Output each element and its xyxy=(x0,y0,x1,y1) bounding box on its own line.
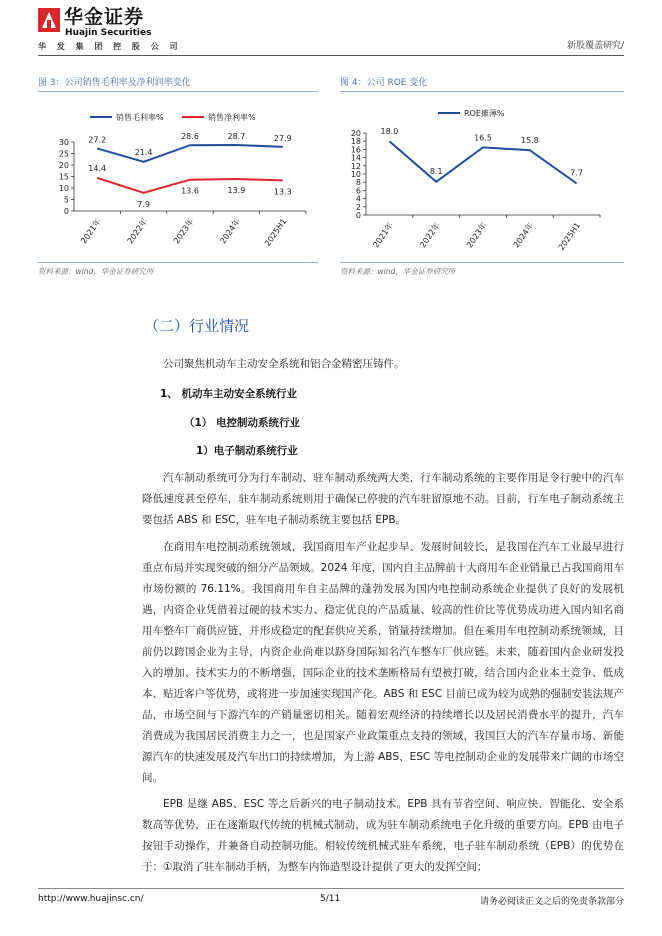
x-tick-label: 2022年 xyxy=(418,220,442,250)
x-tick-label: 2021年 xyxy=(371,220,396,250)
data-label: 28.7 xyxy=(227,131,246,141)
page-number: 5/11 xyxy=(320,894,341,904)
data-label: 14.4 xyxy=(88,163,107,173)
y-tick-label: 6 xyxy=(355,186,361,196)
heading-level1: 1、 机动车主动安全系统行业 xyxy=(160,388,297,400)
figure4-bottom-rule xyxy=(340,262,624,263)
y-tick-label: 12 xyxy=(350,161,361,171)
y-tick-label: 4 xyxy=(355,194,361,204)
y-tick-label: 0 xyxy=(63,207,69,216)
y-tick-label: 18 xyxy=(350,137,361,147)
y-tick-label: 20 xyxy=(350,129,361,138)
intro-paragraph: 公司聚焦机动车主动安全系统和铝合金精密压铸件。 xyxy=(163,358,405,370)
series-line xyxy=(97,145,283,162)
data-label: 13.6 xyxy=(181,186,199,196)
figure4-source: 资料来源：wind，华金证券研究所 xyxy=(340,267,456,276)
header-divider xyxy=(38,55,624,56)
heading-level3: 1）电子制动系统行业 xyxy=(196,445,298,457)
y-tick-label: 20 xyxy=(58,161,69,170)
chart-roe xyxy=(340,96,624,261)
figure4-top-rule xyxy=(340,91,624,92)
y-tick-label: 30 xyxy=(58,138,69,147)
company-tagline: 华 发 集 团 控 股 公 司 xyxy=(38,42,182,51)
footer-divider xyxy=(38,888,624,889)
x-tick-label: 2023年 xyxy=(464,220,489,250)
data-label: 13.3 xyxy=(273,187,292,197)
data-label: 21.4 xyxy=(134,147,153,157)
x-tick-label: 2025H1 xyxy=(556,220,583,252)
data-label: 27.2 xyxy=(88,135,107,145)
logo-chinese-name: 华金证券 xyxy=(64,6,145,28)
y-tick-label: 10 xyxy=(350,170,361,179)
y-tick-label: 5 xyxy=(63,195,69,205)
data-label: 18.0 xyxy=(380,127,399,137)
data-label: 13.9 xyxy=(227,186,246,196)
paragraph-1: 汽车制动系统可分为行车制动、驻车制动系统两大类，行车制动系统的主要作用是令行驶中的汽车降低速度甚至停车，驻车制动系统则用于确保已停驶的汽车驻留原地不动。目前，行车电子制动系统主要包括 ABS 和 ESC，驻车电子制动系统主要包括 EPB。 xyxy=(142,472,624,526)
x-tick-label: 2021年 xyxy=(79,216,103,246)
y-tick-label: 8 xyxy=(355,178,361,188)
y-tick-label: 16 xyxy=(350,145,361,155)
x-tick-label: 2024年 xyxy=(218,216,243,246)
y-tick-label: 15 xyxy=(58,172,69,182)
footer-url-link[interactable]: http://www.huajinsc.cn/ xyxy=(38,894,144,904)
legend-label: ROE摊薄% xyxy=(464,109,505,118)
figure3-bottom-rule xyxy=(38,262,318,263)
x-tick-label: 2023年 xyxy=(171,216,196,246)
legend-label: 销售毛利率% xyxy=(116,113,164,122)
paragraph-3: EPB 是继 ABS、ESC 等之后新兴的电子制动技术。EPB 具有节省空间、响应快、智能化、安全系数高等优势，正在逐渐取代传统的机械式制动，成为驻车制动系统电子化升级的重要方向。EPB 由电子按钮手动操作，并兼备自动控制功能。相较传统机械式驻车系统，电子驻车制动系统（EPB）的优势在于：①取消了驻车制动手柄，为整车内饰造型设计提供了更大的发挥空间； xyxy=(142,798,624,873)
figure4-title: 图 4：公司 ROE 变化 xyxy=(340,78,428,88)
y-tick-label: 10 xyxy=(58,184,69,193)
data-label: 7.9 xyxy=(137,199,150,209)
data-label: 28.6 xyxy=(181,132,199,142)
huajin-logo-icon xyxy=(38,8,60,32)
x-tick-label: 2024年 xyxy=(511,220,536,250)
series-line xyxy=(389,141,576,183)
x-tick-label: 2025H1 xyxy=(263,216,289,248)
data-label: 27.9 xyxy=(273,133,292,143)
heading-level2: （1） 电控制动系统行业 xyxy=(184,417,300,429)
figure3-title: 图 3：公司销售毛利率及净利润率变化 xyxy=(38,78,191,88)
x-tick-label: 2022年 xyxy=(125,216,150,246)
legend-label: 销售净利率% xyxy=(208,113,256,122)
data-label: 15.8 xyxy=(520,136,539,146)
figure3-source: 资料来源：wind，华金证券研究所 xyxy=(38,267,154,276)
figure3-top-rule xyxy=(38,91,318,92)
y-tick-label: 0 xyxy=(355,211,361,220)
paragraph-2: 在商用车电控制动系统领域，我国商用车产业起步早、发展时间较长，是我国在汽车工业最早进行重点布局并实现突破的细分产品领域。2024 年度，国内自主品牌前十大商用车企业销量已占我国商用车市场份额的 76.11%。我国商用车自主品牌的蓬勃发展为国内电控制动系统企业提供了良好的发展机遇，内资企业凭借着过硬的技术实力、稳定优良的产品质量、较高的性价比等优势成功进入国内知名商用车整车厂商供应链，并形成稳定的配套供应关系，销量持续增加。但在乘用车电控制动系统领域，目前仍以跨国企业为主导，内资企业尚难以跻身国际知名汽车整车厂供应链。未来，随着国内企业研发投入的增加、技术实力的不断增强，国际企业的技术垄断格局有望被打破，结合国内企业本土竞争、低成本、贴近客户等优势，或将进一步加速实现国产化。ABS 和 ESC 目前已成为较为成熟的强制安装法规产品，市场空间与下游汽车的产销量密切相关。随着宏观经济的持续增长以及居民消费水平的提升，汽车消费成为我国居民消费主力之一，也是国家产业政策重点支持的领域，我国巨大的汽车存量市场、新能源汽车的快速发展及汽车出口的持续增加，为上游 ABS、ESC 等电控制动企业的发展带来广阔的市场空间。 xyxy=(142,541,625,784)
data-label: 8.1 xyxy=(429,166,443,176)
report-type: 新股覆盖研究/ xyxy=(566,41,624,51)
y-tick-label: 25 xyxy=(58,149,69,159)
data-label: 7.7 xyxy=(570,168,583,178)
footer-disclaimer: 请务必阅读正文之后的免责条款部分 xyxy=(479,897,624,907)
section-title: （二）行业情况 xyxy=(144,317,250,335)
data-label: 16.5 xyxy=(474,133,492,143)
chart-margin xyxy=(38,96,320,261)
y-tick-label: 14 xyxy=(350,153,361,163)
logo-english-name: Huajin Securities xyxy=(65,28,152,38)
y-tick-label: 2 xyxy=(355,202,361,212)
